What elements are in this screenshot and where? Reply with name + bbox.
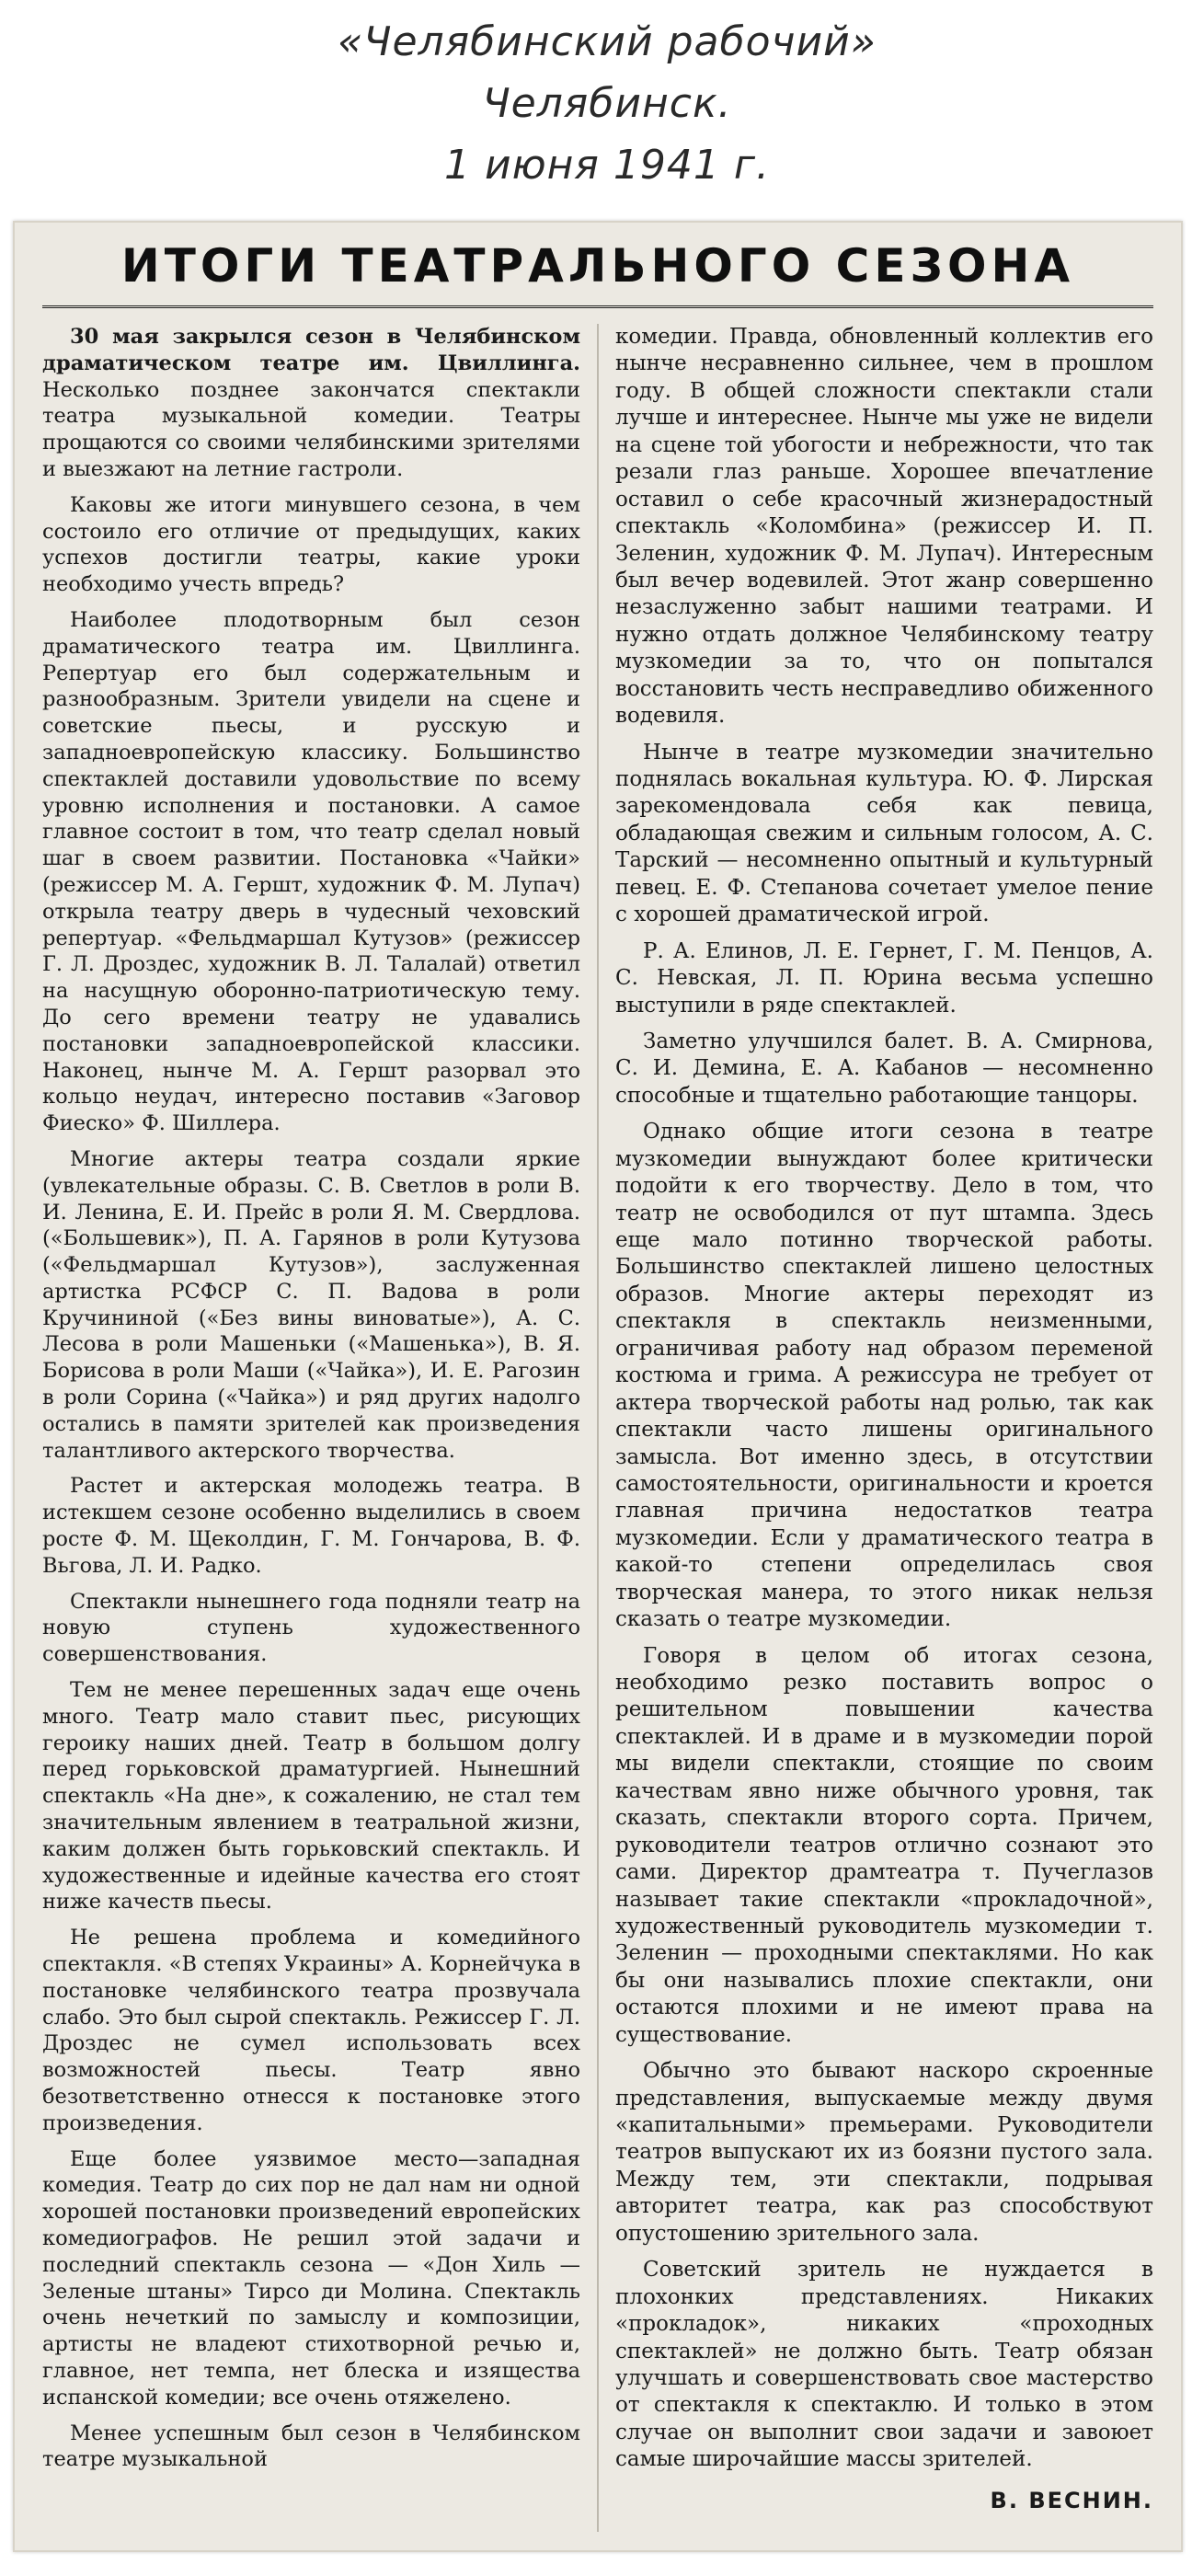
- paragraph: Р. А. Елинов, Л. Е. Гернет, Г. М. Пенцов, А. С. Невская, Л. П. Юрина весьма успешно выступили в ряде спектаклей.: [615, 938, 1153, 1018]
- newspaper-clipping: [13, 221, 1183, 2552]
- paragraph: Спектакли нынешнего года подняли театр на новую ступень художественного совершенствования.: [42, 1589, 580, 1667]
- handwritten-annotation: [258, 18, 957, 202]
- article-title: ИТОГИ ТЕАТРАЛЬНОГО СЕЗОНА: [120, 239, 1075, 293]
- paragraph: Многие актеры театра создали яркие (увлекательные образы. С. В. Светлов в роли В. И. Ленина, Е. И. Прейс в роли Я. М. Свердлова. («Большевик»), П. А. Гарянов в роли Кутузова («Фельдмаршал Кутузов»), заслуженная артистка РСФСР С. П. Вадова в роли Кручининой («Без вины виноватые»), А. С. Лесова в роли Машеньки («Машенька»), В. Я. Борисова в роли Маши («Чайка»), И. Е. Рагозин в роли Сорина («Чайка») и ряд других надолго остались в памяти зрителей как произведения талантливого актерского творчества.: [42, 1146, 580, 1463]
- article-body: [42, 324, 1153, 2532]
- paragraph: Каковы же итоги минувшего сезона, в чем состоило его отличие от предыдущих, каких успехов достигли театры, какие уроки необходимо учесть впредь?: [42, 492, 580, 597]
- lead-sentence: 30 мая закрылся сезон в Челябинском драматическом театре им. Цвиллинга.: [42, 325, 580, 375]
- paragraph: Менее успешным был сезон в Челябинском театре музыкальной: [42, 2421, 580, 2472]
- column-left: [42, 324, 580, 2532]
- author-signature: В. ВЕСНИН.: [990, 2487, 1153, 2513]
- column-divider: [597, 324, 599, 2532]
- paragraph: Нынче в театре музкомедии значительно поднялась вокальная культура. Ю. Ф. Лирская зарекомендовала себя как певица, обладающая свежим и сильным голосом, А. С. Тарский — несомненно опытный и культурный певец. Е. Ф. Степанова сочетает умелое пение с хорошей драматической игрой.: [615, 740, 1153, 927]
- column-right: [615, 324, 1153, 2532]
- paragraph: Говоря в целом об итогах сезона, необходимо резко поставить вопрос о решительном повышении качества спектаклей. И в драме и в музкомедии порой мы видели спектакли, стоящие по своим качествам явно ниже обычного уровня, так сказать, спектакли второго сорта. Причем, руководители театров отлично сознают это сами. Директор драмтеатра т. Пучеглазов называет такие спектакли «прокладочной», художественный руководитель музкомедии т. Зеленин — проходными спектаклями. Но как бы они назывались плохие спектакли, они остаются плохими и не имеют права на существование.: [615, 1643, 1153, 2047]
- paragraph: Обычно это бывают наскоро скроенные представления, выпускаемые между двумя «капитальными» премьерами. Руководители театров выпускают их из боязни пустого зала. Между тем, эти спектакли, подрывая авторитет театра, как раз способствуют опустошению зрительного зала.: [615, 2059, 1153, 2246]
- paragraph: Не решена проблема и комедийного спектакля. «В степях Украины» А. Корнейчука в постановке челябинского театра прозвучала слабо. Это был сырой спектакль. Режиссер Г. Л. Дроздес не сумел использовать всех возможностей пьесы. Театр явно безответственно отнесся к постановке этого произведения.: [42, 1926, 580, 2135]
- paragraph: Наиболее плодотворным был сезон драматического театра им. Цвиллинга. Репертуар его был содержательным и разнообразным. Зрители увидели на сцене и советские пьесы, и русскую и западноевропейскую классику. Большинство спектаклей доставили удовольствие по всему уровню исполнения и постановки. А самое главное состоит в том, что театр сделал новый шаг в своем развитии. Постановка «Чайки» (режиссер М. А. Гершт, художник Ф. М. Лупач) открыла театру дверь в чудесный чеховский репертуар. «Фельдмаршал Кутузов» (режиссер Г. Л. Дроздес, художник В. Л. Талалай) ответил на насущную оборонно-патриотическую тему. До сего времени театру не удавались постановки западноевропейской классики. Наконец, нынче М. А. Гершт разорвал это кольцо неудач, интересно поставив «Заговор Фиеско» Ф. Шиллера.: [42, 607, 580, 1136]
- annotation-newspaper: «Челябинский рабочий»: [338, 18, 877, 65]
- lead-continuation: Несколько позднее закончатся спектакли театра музыкальной комедии. Театры прощаются со своими челябинскими зрителями и выезжают на летние гастроли.: [42, 377, 580, 481]
- paragraph: Заметно улучшился балет. В. А. Смирнова, С. И. Демина, Е. А. Кабанов — несомненно способные и тщательно работающие танцоры.: [615, 1029, 1153, 1108]
- paragraph: комедии. Правда, обновленный коллектив его нынче несравненно сильнее, чем в прошлом году. В общей сложности спектакли стали лучше и интереснее. Нынче мы уже не видели на сцене той убогости и небрежности, что так резали глаз раньше. Хорошее впечатление оставил о себе красочный жизнерадостный спектакль «Коломбина» (режиссер И. П. Зеленин, художник Ф. М. Лупач). Интересным был вечер водевилей. Этот жанр совершенно незаслуженно забыт нашими театрами. И нужно отдать должное Челябинскому театру музкомедии за то, что он попытался восстановить честь несправедливо обиженного водевиля.: [615, 325, 1153, 729]
- paragraph: Однако общие итоги сезона в театре музкомедии вынуждают более критически подойти к его творчеству. Дело в том, что театр не освободился от пут штампа. Здесь еще мало потинно творческой работы. Большинство спектаклей лишено целостных образов. Многие актеры переходят из спектакля в спектакль неизменными, ограничивая работу над образом переменой костюма и грима. А режиссура не требует от актера творческой работы над ролью, так как спектакли часто лишены оригинального замысла. Вот именно здесь, в отсутствии самостоятельности, оригинальности и кроется главная причина недостатков театра музкомедии. Если у драматического театра в какой-то степени определилась своя творческая манера, то этого никак нельзя сказать о театре музкомедии.: [615, 1120, 1153, 1632]
- annotation-city: Челябинск.: [482, 79, 732, 127]
- paragraph: Тем не менее перешенных задач еще очень много. Театр мало ставит пьес, рисующих героику наших дней. Театр в большом долгу перед горьковской драматургией. Нынешний спектакль «На дне», к сожалению, не стал тем значительным явлением в театральной жизни, каким должен быть горьковский спектакль. И художественные и идейные качества его стоят ниже качеств пьесы.: [42, 1678, 580, 1915]
- annotation-date: 1 июня 1941 г.: [444, 141, 770, 189]
- lead-paragraph: [42, 324, 580, 483]
- title-divider: [42, 305, 1153, 308]
- paragraph: Растет и актерская молодежь театра. В истекшем сезоне особенно выделились в своем росте Ф. М. Щеколдин, Г. М. Гончарова, В. Ф. Вьгова, Л. И. Радко.: [42, 1474, 580, 1578]
- paragraph: Советский зритель не нуждается в плохонких представлениях. Никаких «прокладок», никаких «проходных спектаклей» не должно быть. Театр обязан улучшать и совершенствовать свое мастерство от спектакля к спектаклю. И только в этом случае он выполнит свои задачи и завоюет самые широчайшие массы зрителей.: [615, 2258, 1153, 2472]
- paragraph: Еще более уязвимое место—западная комедия. Театр до сих пор не дал нам ни одной хорошей постановки произведений европейских комедиографов. Не решил этой задачи и последний спектакль сезона — «Дон Хиль — Зеленые штаны» Тирсо ди Молина. Спектакль очень нечеткий по замыслу и композиции, артисты не владеют стихотворной речью и, главное, нет темпа, нет блеска и изящества испанской комедии; все очень отяжелено.: [42, 2146, 580, 2409]
